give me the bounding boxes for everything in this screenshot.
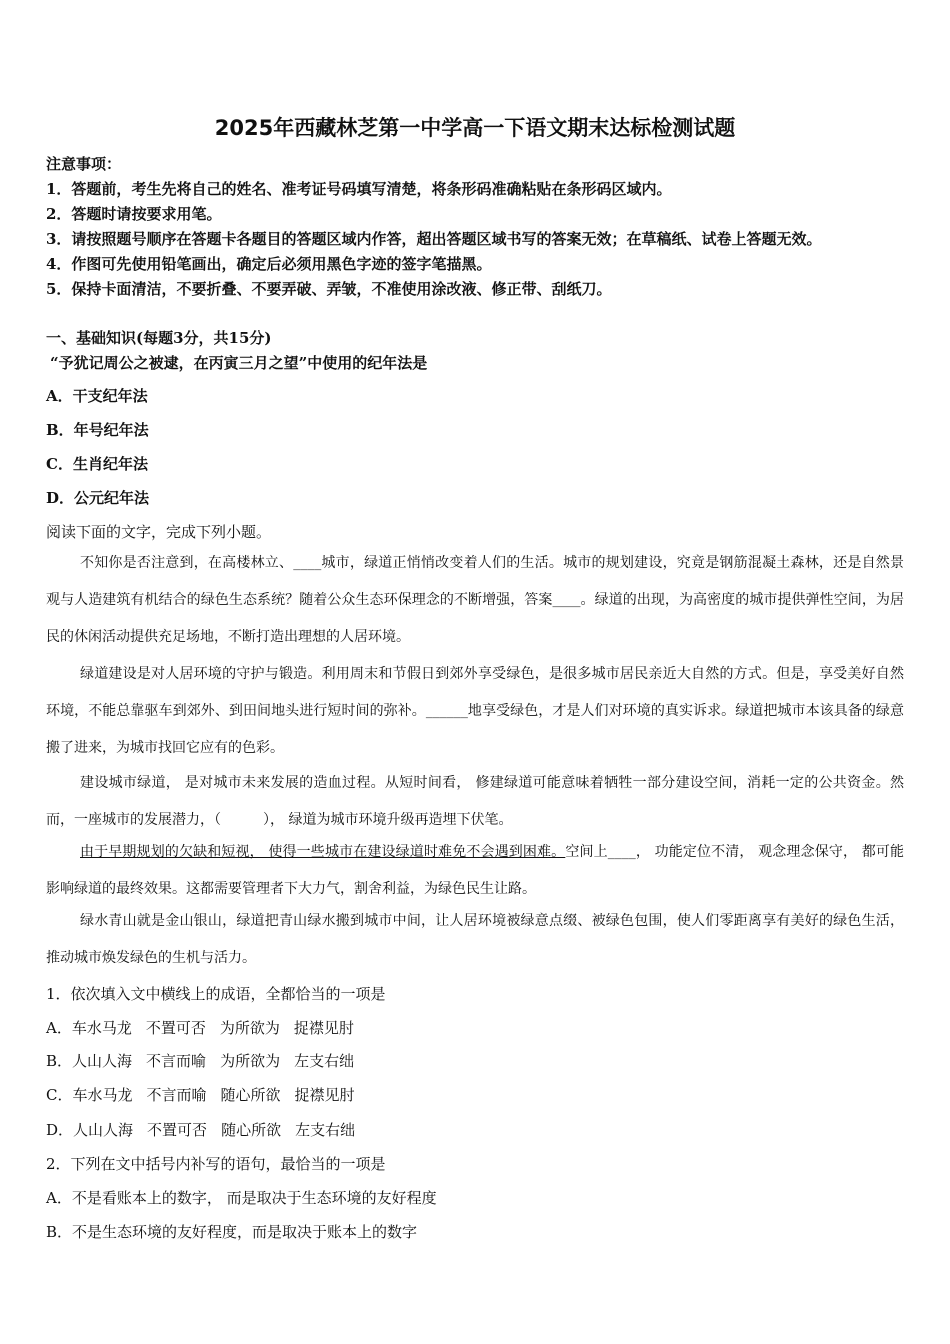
option-word: 为所欲为 xyxy=(220,1052,281,1070)
notice-item: 1．答题前，考生先将自己的姓名、准考证号码填写清楚，将条形码准确粘贴在条形码区域内。 xyxy=(46,180,672,198)
option-word: 车水马龙 xyxy=(71,1019,132,1037)
option-word: 人山人海 xyxy=(73,1121,134,1139)
option-letter: B． xyxy=(46,1052,73,1070)
reading-paragraph: 绿道建设是对人居环境的守护与锻造。利用周末和节假日到郊外享受绿色，是很多城市居民亲近大自然的方式。但是，享受美好自然环境，不能总靠驱车到郊外、到田间地头进行短时间的弥补。______地享受绿色，才是人们对环境的真实诉求。绿道把城市本该具备的绿意搬了进来，为城市找回它应有的色彩。 xyxy=(46,666,904,756)
option-word: 捉襟见肘 xyxy=(294,1086,355,1104)
option-word: 不言而喻 xyxy=(146,1086,207,1104)
section-heading: 一、基础知识(每题3分，共15分) xyxy=(46,329,272,347)
q1-option-d xyxy=(46,1119,369,1140)
page-title: 2025年西藏林芝第一中学高一下语文期末达标检测试题 xyxy=(214,116,736,140)
q2-option-b: B．不是生态环境的友好程度，而是取决于账本上的数字 xyxy=(46,1223,418,1241)
reading-paragraph: 绿水青山就是金山银山，绿道把青山绿水搬到城市中间，让人居环境被绿意点缀、被绿色包围，使人们零距离享有美好的绿色生活，推动城市焕发绿色的生机与活力。 xyxy=(46,913,904,966)
option-a: A．干支纪年法 xyxy=(46,387,148,405)
notice-item: 4．作图可先使用铅笔画出，确定后必须用黑色字迹的签字笔描黑。 xyxy=(46,255,492,273)
reading-intro: 阅读下面的文字，完成下列小题。 xyxy=(46,523,272,541)
reading-paragraph: 不知你是否注意到，在高楼林立、____城市，绿道正悄悄改变着人们的生活。城市的规划建设，究竟是钢筋混凝土森林，还是自然景观与人造建筑有机结合的绿色生态系统？随着公众生态环保理念的不断增强，答案____。绿道的出现，为高密度的城市提供弹性空间，为居民的休闲活动提供充足场地，不断打造出理想的人居环境。 xyxy=(46,555,904,645)
option-word: 不言而喻 xyxy=(146,1052,207,1070)
notice-item: 2．答题时请按要求用笔。 xyxy=(46,205,222,223)
option-d: D．公元纪年法 xyxy=(46,489,150,507)
option-letter: D． xyxy=(46,1121,74,1139)
paragraph-rest: 空间上____， 功能定位不清， 观念理念保守， 都可能影响绿道的最终效果。这都需要管理者下大力气，割舍利益，为绿色民生让路。 xyxy=(46,844,904,897)
question-stem: “予犹记周公之被逮，在丙寅三月之望”中使用的纪年法是 xyxy=(50,354,428,372)
q1-option-c xyxy=(46,1084,369,1105)
option-word: 捉襟见肘 xyxy=(293,1019,354,1037)
underlined-sentence: 由于早期规划的欠缺和短视， 使得一些城市在建设绿道时难免不会遇到困难。 xyxy=(80,844,566,860)
reading-paragraph xyxy=(46,834,904,908)
notice-item: 3．请按照题号顺序在答题卡各题目的答题区域内作答，超出答题区域书写的答案无效；在草稿纸、试卷上答题无效。 xyxy=(46,230,822,248)
option-word: 车水马龙 xyxy=(72,1086,133,1104)
q1-stem: 1．依次填入文中横线上的成语，全都恰当的一项是 xyxy=(46,985,386,1003)
option-word: 随心所欲 xyxy=(221,1121,282,1139)
option-letter: C． xyxy=(46,1086,73,1104)
option-b: B．年号纪年法 xyxy=(46,421,149,439)
notice-heading: 注意事项： xyxy=(46,155,122,173)
option-word: 不置可否 xyxy=(145,1019,206,1037)
notice-item: 5．保持卡面清洁，不要折叠、不要弄破、弄皱，不准使用涂改液、修正带、刮纸刀。 xyxy=(46,280,612,298)
q2-option-a: A．不是看账本上的数字， 而是取决于生态环境的友好程度 xyxy=(46,1189,437,1207)
option-c: C．生肖纪年法 xyxy=(46,455,148,473)
option-word: 为所欲为 xyxy=(219,1019,280,1037)
option-word: 随心所欲 xyxy=(220,1086,281,1104)
q1-option-a xyxy=(46,1017,368,1038)
option-word: 人山人海 xyxy=(72,1052,133,1070)
option-word: 左支右绌 xyxy=(295,1121,356,1139)
q2-stem: 2．下列在文中括号内补写的语句，最恰当的一项是 xyxy=(46,1155,386,1173)
option-word: 不置可否 xyxy=(147,1121,208,1139)
reading-paragraph: 建设城市绿道， 是对城市未来发展的造血过程。从短时间看， 修建绿道可能意味着牺牲一部分建设空间，消耗一定的公共资金。然而，一座城市的发展潜力，（ ）， 绿道为城市环境升级再造埋下伏笔。 xyxy=(46,775,904,828)
option-letter: A． xyxy=(46,1019,72,1037)
option-word: 左支右绌 xyxy=(294,1052,355,1070)
q1-option-b xyxy=(46,1050,368,1071)
